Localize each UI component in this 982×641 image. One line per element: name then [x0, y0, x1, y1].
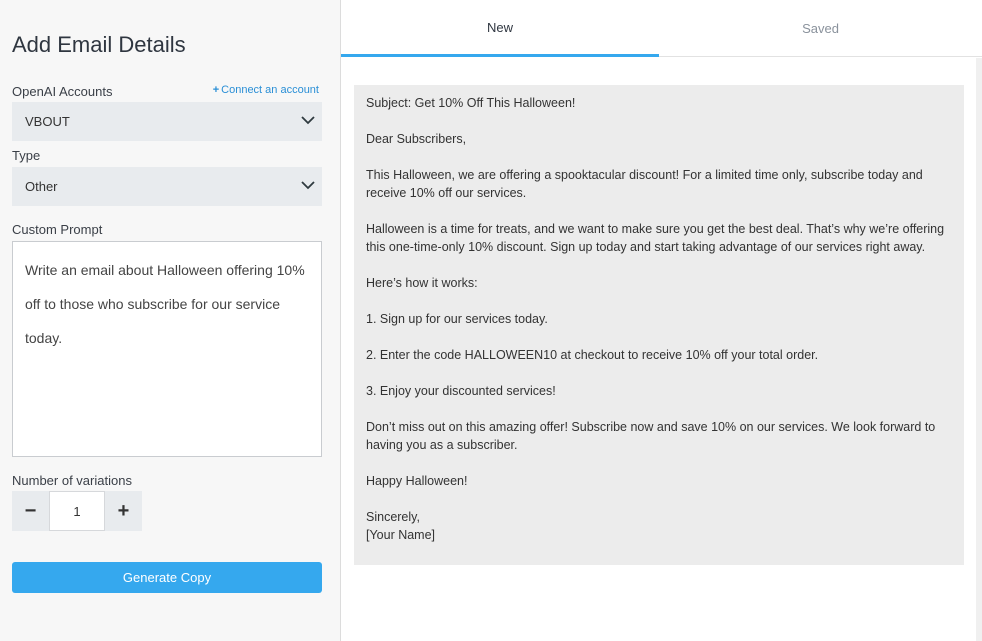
email-paragraph: This Halloween, we are offering a spooktacular discount! For a limited time only, subscribe today and receive 10% off our services. [366, 168, 923, 200]
email-greeting: Dear Subscribers, [366, 132, 467, 146]
chevron-down-icon [300, 114, 316, 126]
decrement-button[interactable]: − [12, 491, 49, 531]
variations-label: Number of variations [12, 473, 132, 488]
connect-account-link[interactable] [213, 84, 319, 96]
email-paragraph: Here’s how it works: [366, 276, 478, 290]
email-subject: Subject: Get 10% Off This Halloween! [366, 96, 576, 110]
type-select-value: Other [25, 179, 58, 194]
email-closing: Happy Halloween! [366, 474, 468, 488]
email-name: [Your Name] [366, 528, 436, 542]
type-select[interactable] [12, 167, 322, 206]
account-select-value: VBOUT [25, 114, 70, 129]
email-step: 3. Enjoy your discounted services! [366, 384, 556, 398]
variations-input[interactable]: 1 [49, 491, 105, 531]
tab-saved[interactable]: Saved [802, 21, 839, 36]
email-signoff: Sincerely, [366, 510, 420, 524]
connect-account-text: Connect an account [221, 84, 319, 96]
left-panel [0, 0, 341, 641]
email-paragraph: Halloween is a time for treats, and we want to make sure you get the best deal. That’s why we’re offering this one-time-only 10% discount. Sign up today and start taking advantage of our services right away. [366, 222, 945, 254]
accounts-label: OpenAI Accounts [12, 84, 113, 99]
chevron-down-icon [300, 179, 316, 191]
prompt-label: Custom Prompt [12, 222, 103, 237]
generated-email [354, 85, 964, 565]
account-select[interactable] [12, 102, 322, 141]
tab-bar [341, 0, 982, 57]
type-label: Type [12, 148, 41, 163]
email-step: 2. Enter the code HALLOWEEN10 at checkout to receive 10% off your total order. [366, 348, 819, 362]
page-title: Add Email Details [12, 32, 186, 57]
plus-icon: + [212, 84, 220, 96]
variations-stepper [12, 491, 142, 531]
custom-prompt-input[interactable] [12, 241, 322, 457]
email-paragraph: Don’t miss out on this amazing offer! Subscribe now and save 10% on our services. We look forward to having you as a subscriber. [366, 420, 936, 452]
email-step: 1. Sign up for our services today. [366, 312, 548, 326]
tab-new[interactable]: New [341, 0, 659, 57]
increment-button[interactable]: + [105, 491, 142, 531]
scrollbar[interactable] [976, 58, 982, 641]
generate-copy-button[interactable]: Generate Copy [12, 562, 322, 593]
